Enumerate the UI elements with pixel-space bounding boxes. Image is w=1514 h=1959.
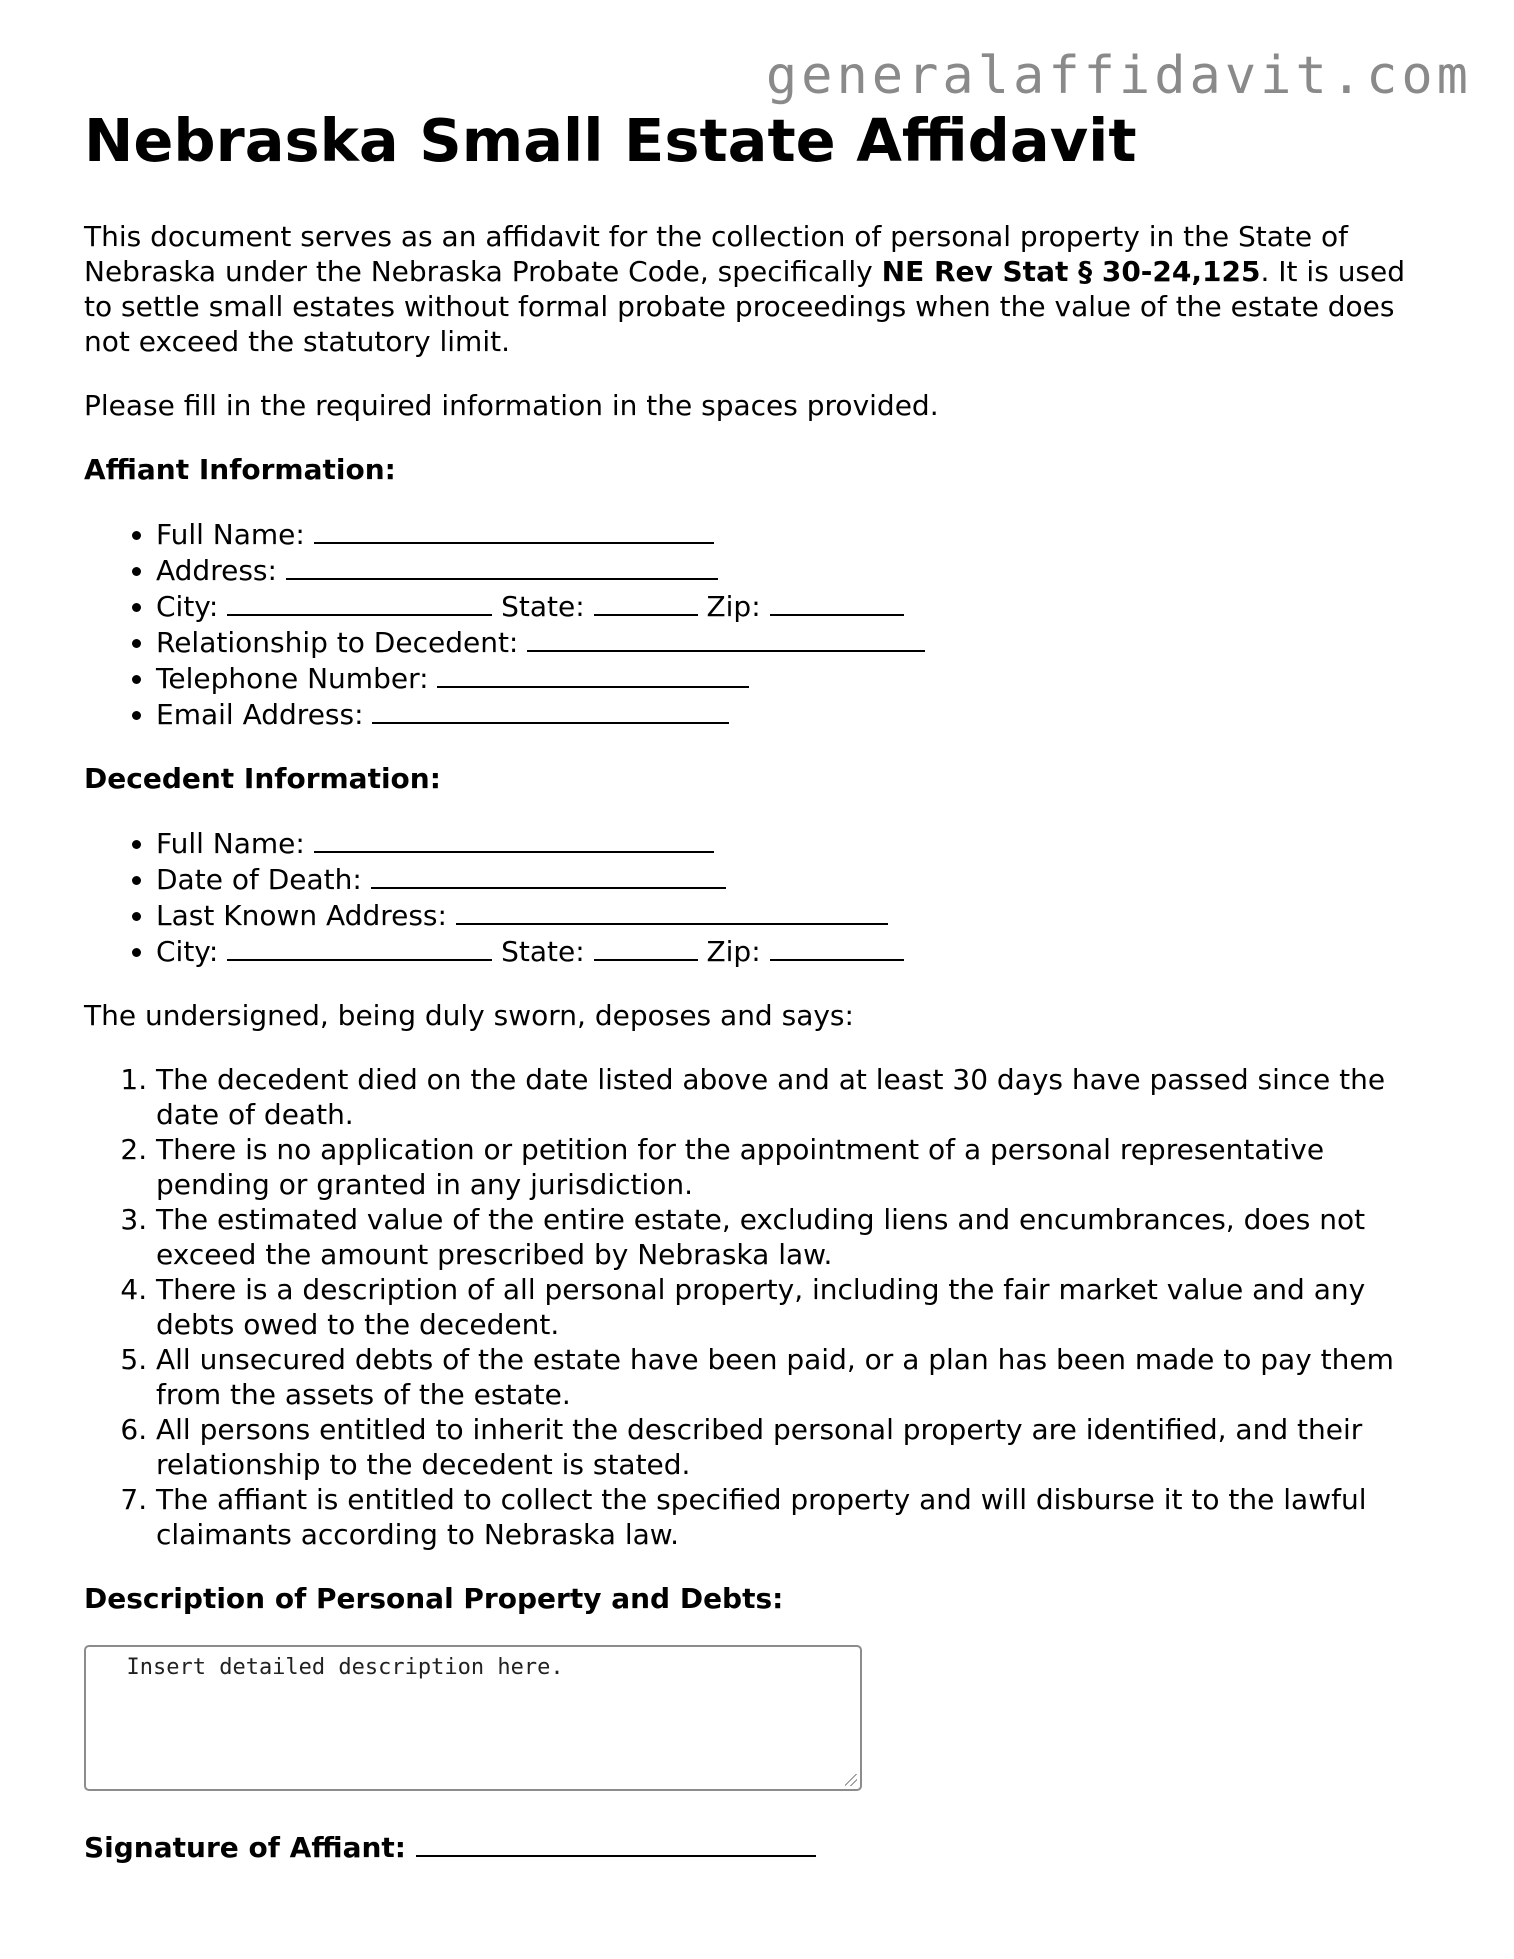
signature-blank[interactable] [416,1829,816,1857]
affidavit-document [84,106,1434,1865]
field-label: Full Name: [156,826,305,860]
decedent-city-blank[interactable] [227,933,492,961]
affiant-email-field [156,696,1434,732]
textarea-value: Insert detailed description here. [100,1654,564,1680]
field-label: Full Name: [156,517,305,551]
field-label: Last Known Address: [156,898,447,932]
sworn-statements [84,1062,1434,1552]
watermark: generalaffidavit.com [765,46,1472,106]
affiant-relationship-field [156,624,1434,660]
intro-text-2: . It is used to settle small estates without formal probate proceedings when the value of the estate does not exceed the statutory limit. [84,254,1406,358]
affiant-fields [84,516,1434,732]
decedent-date-of-death-field [156,861,1434,897]
field-label: Zip: [706,934,761,968]
decedent-date-of-death-blank[interactable] [371,861,726,889]
decedent-state-blank[interactable] [594,933,698,961]
signature-label: Signature of Affiant: [84,1830,406,1864]
decedent-last-address-blank[interactable] [456,897,888,925]
statement-item: 7. The affiant is entitled to collect the specified property and will disburse it to the lawful claimants according to Nebraska law. [156,1482,1434,1552]
decedent-last-address-field [156,897,1434,933]
intro-paragraph [84,219,1434,359]
field-label: Telephone Number: [156,661,429,695]
field-label: City: [156,934,219,968]
affiant-email-blank[interactable] [372,696,729,724]
affiant-address-blank[interactable] [286,552,718,580]
decedent-full-name-field [156,825,1434,861]
decedent-zip-blank[interactable] [770,933,904,961]
statement-item: 4. There is a description of all personal property, including the fair market value and any debts owed to the decedent. [156,1272,1434,1342]
field-label: Zip: [706,589,761,623]
field-label: City: [156,589,219,623]
affiant-city-blank[interactable] [227,588,492,616]
affiant-telephone-blank[interactable] [437,660,749,688]
field-label: Relationship to Decedent: [156,625,519,659]
affiant-full-name-field [156,516,1434,552]
affiant-telephone-field [156,660,1434,696]
property-heading: Description of Personal Property and Debts: [84,1581,784,1615]
affiant-state-blank[interactable] [594,588,698,616]
page-title: Nebraska Small Estate Affidavit [84,106,1137,175]
decedent-city-state-zip-field [156,933,1434,969]
resize-grip-icon[interactable] [845,1774,857,1786]
statute-reference: NE Rev Stat § 30-24,125 [881,254,1261,288]
affiant-zip-blank[interactable] [770,588,904,616]
affiant-address-field [156,552,1434,588]
affiant-heading: Affiant Information: [84,452,396,486]
field-label: Email Address: [156,697,364,731]
field-label: State: [501,934,585,968]
statement-item: 3. The estimated value of the entire estate, excluding liens and encumbrances, does not exceed the amount prescribed by Nebraska law. [156,1202,1434,1272]
decedent-heading: Decedent Information: [84,761,441,795]
affiant-city-state-zip-field [156,588,1434,624]
decedent-fields [84,825,1434,969]
statement-item: 6. All persons entitled to inherit the described personal property are identified, and their relationship to the decedent is stated. [156,1412,1434,1482]
intro-text-1: This document serves as an affidavit for the collection of personal property in the State of Nebraska under the Nebraska Probate Code, specifically [84,219,1348,288]
statement-item: 1. The decedent died on the date listed above and at least 30 days have passed since the date of death. [156,1062,1434,1132]
signature-field [84,1829,1434,1865]
affiant-full-name-blank[interactable] [314,516,714,544]
affiant-relationship-blank[interactable] [527,624,925,652]
field-label: State: [501,589,585,623]
oath-statement: The undersigned, being duly sworn, deposes and says: [84,998,854,1032]
instructions: Please fill in the required information in the spaces provided. [84,388,939,422]
field-label: Date of Death: [156,862,362,896]
field-label: Address: [156,553,277,587]
decedent-full-name-blank[interactable] [314,825,714,853]
statement-item: 5. All unsecured debts of the estate have been paid, or a plan has been made to pay them from the assets of the estate. [156,1342,1434,1412]
statement-item: 2. There is no application or petition for the appointment of a personal representative pending or granted in any jurisdiction. [156,1132,1434,1202]
property-description-textarea[interactable] [84,1645,862,1791]
